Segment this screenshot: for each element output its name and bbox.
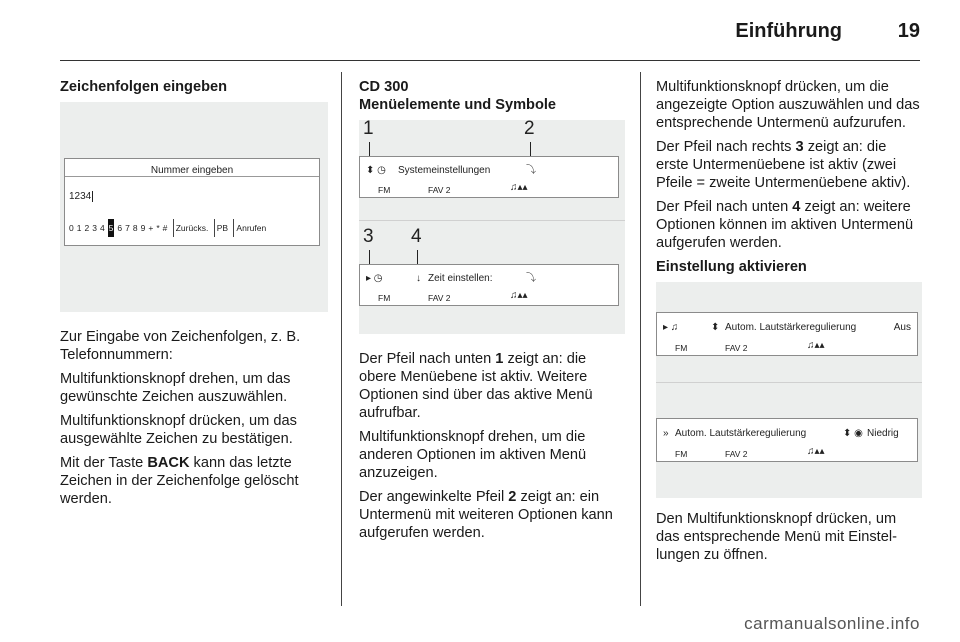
radio-selected-icon: ⬍ ◉	[843, 428, 863, 439]
column-1	[60, 78, 328, 514]
paragraph-2: Multifunktionsknopf drehen, um das gewünschte Zeichen auszuwählen.	[60, 371, 291, 405]
key-2: 2	[84, 223, 90, 233]
fav-label: FAV 2	[428, 185, 451, 195]
figure-number-entry	[60, 102, 328, 312]
down-arrow-icon: ↓	[416, 273, 421, 284]
band-label: FM	[675, 343, 688, 353]
paragraph-4: Mit der Taste BACK kann das letzte Zeichen in der Zeichenfolge gelöscht werden.	[60, 455, 299, 507]
screen-auto-volume-low	[656, 418, 918, 462]
key-+: +	[148, 223, 154, 233]
paragraph-3: Multifunktionsknopf drücken, um das ausgewählte Zeichen zu bestätigen.	[60, 413, 297, 447]
phonebook-button: PB	[214, 219, 228, 237]
column-divider-1	[341, 72, 342, 606]
key-1: 1	[76, 223, 82, 233]
band-label: FM	[675, 449, 688, 459]
key-0: 0	[69, 223, 74, 233]
screen-label: Zeit einstellen:	[428, 273, 493, 284]
band-label: FM	[378, 293, 391, 303]
callout-1: 1	[363, 118, 374, 139]
paragraph-1: Zur Eingabe von Zeichenfolgen, z. B. Telefonnummern:	[60, 329, 301, 363]
section-heading-menu: Menüelemente und Symbole	[359, 97, 557, 113]
music-signal-icon: ♫▴▴	[807, 340, 825, 351]
keys	[69, 223, 170, 233]
setting-value: Aus	[893, 322, 911, 333]
callout-3: 3	[363, 226, 374, 247]
column-2	[359, 78, 625, 548]
figure-activate-setting	[656, 282, 922, 498]
setting-value: Niedrig	[867, 428, 899, 439]
fav-label: FAV 2	[428, 293, 451, 303]
paragraph-2: Der Pfeil nach rechts 3 zeigt an: die erste Untermenüebene ist aktiv (zwei Pfeile = zweite Untermenüebene aktiv).	[656, 139, 911, 191]
section-heading-activate: Einstellung aktivieren	[656, 259, 807, 275]
page-number: 19	[897, 20, 920, 42]
screen-title: Nummer eingeben	[150, 165, 234, 176]
updown-arrow-icon: ⬍	[711, 322, 720, 333]
footer-watermark: carmanualsonline.info	[744, 614, 920, 633]
key-#: #	[162, 223, 168, 233]
callout-4: 4	[411, 226, 422, 247]
fav-label: FAV 2	[725, 449, 748, 459]
music-signal-icon: ♫▴▴	[510, 290, 528, 301]
column-divider-2	[640, 72, 641, 606]
key-3: 3	[92, 223, 97, 233]
submenu-arrow-icon: ⤵	[526, 165, 536, 176]
key-9: 9	[140, 223, 146, 233]
screen-system-settings	[359, 156, 619, 198]
paragraph-1: Multifunktionsknopf drücken, um die angezeigte Option auszuwählen und das entsprechende Untermenü aufzurufen.	[656, 79, 920, 131]
key-8: 8	[132, 223, 138, 233]
screen-label: Autom. Lautstärkeregulierung	[675, 428, 807, 439]
band-label: FM	[378, 185, 391, 195]
screen-set-time	[359, 264, 619, 306]
cursor	[92, 191, 96, 202]
paragraph-4: Den Multifunktionsknopf drücken, um das entsprechende Menü mit Einstellungen zu öffnen.	[656, 511, 897, 563]
key-row	[69, 219, 269, 237]
key-7: 7	[125, 223, 130, 233]
screen-auto-volume-off	[656, 312, 918, 356]
paragraph-1: Der Pfeil nach unten 1 zeigt an: die obere Menüebene ist aktiv. Weitere Optionen sind über das aktive Menü aufrufbar.	[359, 351, 593, 421]
screen-label: Systemeinstellungen	[398, 165, 491, 176]
section-heading: Zeichenfolgen eingeben	[60, 79, 228, 95]
screen-label: Autom. Lautstärkeregulierung	[725, 322, 857, 333]
fav-label: FAV 2	[725, 343, 748, 353]
music-signal-icon: ♫▴▴	[807, 446, 825, 457]
figure-menu-symbols	[359, 120, 625, 334]
right-arrow-note-icon: ▸ ♫	[663, 322, 679, 333]
header-rule	[60, 60, 920, 61]
section-heading-cd300: CD 300	[359, 79, 409, 95]
display-screen	[64, 158, 320, 246]
submenu-arrow-icon: ⤵	[526, 273, 536, 284]
key-6: 6	[117, 223, 123, 233]
paragraph-2: Multifunktionsknopf drehen, um die anderen Optionen im aktiven Menü anzuzeigen.	[359, 429, 587, 481]
key-4: 4	[99, 223, 105, 233]
key-5: 5	[108, 219, 115, 237]
key-*: *	[156, 223, 160, 233]
music-signal-icon: ♫▴▴	[510, 182, 528, 193]
down-arrow-icon: ⬍ ◷	[366, 165, 386, 176]
callout-2: 2	[524, 118, 535, 139]
right-arrow-icon: ▸ ◷	[366, 273, 383, 284]
call-button: Anrufen	[233, 219, 266, 237]
back-button: Zurücks.	[173, 219, 209, 237]
paragraph-3: Der angewinkelte Pfeil 2 zeigt an: ein Untermenü mit weiteren Optionen kann aufgerufen werden.	[359, 489, 613, 541]
double-arrow-icon: »	[663, 428, 669, 439]
paragraph-3: Der Pfeil nach unten 4 zeigt an: weitere Optionen können im aktiven Untermenü aufgerufen werden.	[656, 199, 914, 251]
page-title: Einführung	[735, 20, 842, 42]
column-3	[656, 78, 922, 570]
entered-digits: 1234	[69, 188, 96, 206]
